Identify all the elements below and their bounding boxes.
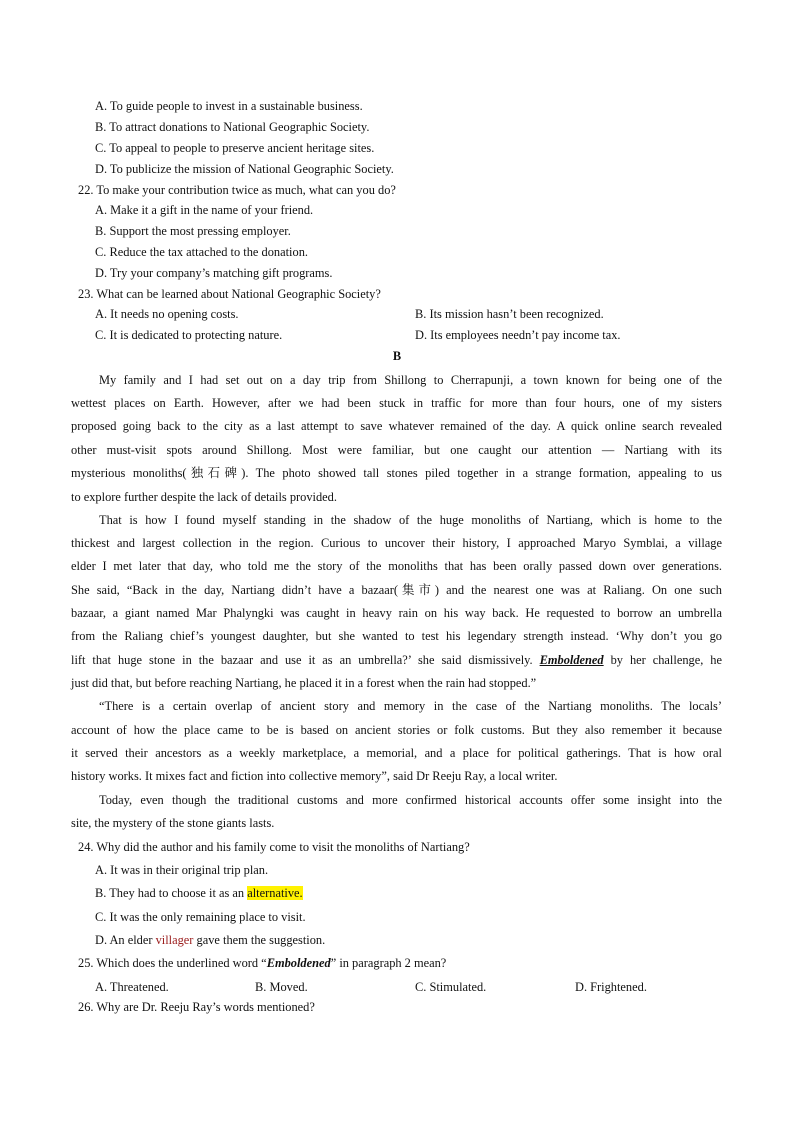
q23-option-c: C. It is dedicated to protecting nature.: [95, 328, 283, 342]
passage-p2-line-3: elder I met later that day, who told me the story of the monoliths that has been orally passed down over generations.: [71, 559, 722, 573]
q24-option-a: A. It was in their original trip plan.: [95, 863, 269, 877]
passage-p3-line-1: “There is a certain overlap of ancient story and memory in the case of the Nartiang monoliths. The locals’: [99, 699, 722, 713]
q25-option-c: C. Stimulated.: [415, 980, 487, 994]
passage-p1-line-4: other must-visit spots around Shillong. Most were familiar, but one caught our attention — Nartiang with its: [71, 443, 722, 457]
q25-stem-word: Emboldened: [266, 956, 331, 970]
passage-p2-line-4: She said, “Back in the day, Nartiang didn’t have a bazaar(集市) and the nearest one was at Raliang. On one such: [71, 583, 722, 597]
passage-p1-line-2: wettest places on Earth. However, after we had been stuck in traffic for more than four hours, one of my sisters: [71, 396, 722, 410]
q23-option-b: B. Its mission hasn’t been recognized.: [415, 307, 604, 321]
q25-stem-before: 25. Which does the underlined word “: [78, 956, 267, 970]
q22-stem: 22. To make your contribution twice as much, what can you do?: [78, 183, 396, 197]
passage-p1-line-3: proposed going back to the city as a last attempt to save whatever remained of the day. A quick online search revealed: [71, 419, 722, 433]
underlined-word-emboldened: Emboldened: [539, 653, 604, 667]
passage-p1-line-1: My family and I had set out on a day trip from Shillong to Cherrapunji, a town known for being one of the: [99, 373, 722, 387]
q22-option-c: C. Reduce the tax attached to the donation.: [95, 245, 308, 259]
passage-p1-line-5: mysterious monoliths(独石碑). The photo showed tall stones piled together in a strange formation, appealing to us: [71, 466, 722, 480]
q25-option-a: A. Threatened.: [95, 980, 169, 994]
section-heading: B: [392, 349, 402, 363]
passage-p3-line-3: it served their ancestors as a weekly marketplace, a memorial, and a place for political gatherings. That is how oral: [71, 746, 722, 760]
passage-p3-line-4: history works. It mixes fact and fiction into collective memory”, said Dr Reeju Ray, a local writer.: [71, 769, 558, 783]
q22-option-b: B. Support the most pressing employer.: [95, 224, 291, 238]
passage-p2-line-7-after: by her challenge, he: [610, 653, 722, 667]
passage-p2-line-7: [71, 652, 722, 668]
q25-stem: [78, 955, 446, 971]
q26-stem: 26. Why are Dr. Reeju Ray’s words mentioned?: [78, 1000, 315, 1014]
q24-option-d: [95, 932, 325, 948]
q22-option-a: A. Make it a gift in the name of your friend.: [95, 203, 314, 217]
q21-option-a: A. To guide people to invest in a sustainable business.: [95, 99, 363, 113]
q21-option-c: C. To appeal to people to preserve ancient heritage sites.: [95, 141, 375, 155]
q24-option-d-before: D. An elder: [95, 933, 153, 947]
passage-p2-line-6: from the Raliang chief’s youngest daughter, but she wanted to test his legendary strength instead. ‘Why don’t you go: [71, 629, 722, 643]
q23-option-d: D. Its employees needn’t pay income tax.: [415, 328, 621, 342]
passage-p2-line-7-before: lift that huge stone in the bazaar and use it as an umbrella?’ she said dismissively.: [71, 653, 533, 667]
q24-stem: 24. Why did the author and his family come to visit the monoliths of Nartiang?: [78, 840, 470, 854]
passage-p1-line-6: to explore further despite the lack of details provided.: [71, 490, 337, 504]
highlighted-word: alternative.: [247, 886, 303, 900]
passage-p3-line-2: account of how the place came to be is based on ancient stories or folk customs. But they also remember it because: [71, 723, 722, 737]
passage-p2-line-5: bazaar, a giant named Mar Phalyngki was caught in heavy rain on his way back. He requested to borrow an umbrella: [71, 606, 722, 620]
q21-option-d: D. To publicize the mission of National Geographic Society.: [95, 162, 394, 176]
q24-option-b: [95, 885, 303, 901]
q21-option-b: B. To attract donations to National Geographic Society.: [95, 120, 370, 134]
q24-option-d-red-word: villager: [155, 933, 194, 947]
q25-option-d: D. Frightened.: [575, 980, 647, 994]
q24-option-c: C. It was the only remaining place to visit.: [95, 910, 306, 924]
q24-option-d-after: gave them the suggestion.: [196, 933, 326, 947]
q25-stem-after: ” in paragraph 2 mean?: [330, 956, 447, 970]
q24-option-b-text: B. They had to choose it as an: [95, 886, 245, 900]
passage-p2-line-8: just did that, but before reaching Nartiang, he placed it in a forest when the rain had stopped.”: [71, 676, 537, 690]
q23-stem: 23. What can be learned about National Geographic Society?: [78, 287, 381, 301]
q23-option-a: A. It needs no opening costs.: [95, 307, 239, 321]
q22-option-d: D. Try your company’s matching gift programs.: [95, 266, 333, 280]
passage-p2-line-2: thickest and largest collection in the region. Curious to uncover their history, I approached Maryo Symblai, a village: [71, 536, 722, 550]
q25-option-b: B. Moved.: [255, 980, 308, 994]
passage-p4-line-1: Today, even though the traditional customs and more confirmed historical accounts offer some insight into the: [99, 793, 722, 807]
passage-p4-line-2: site, the mystery of the stone giants lasts.: [71, 816, 275, 830]
passage-p2-line-1: That is how I found myself standing in the shadow of the huge monoliths of Nartiang, which is home to the: [99, 513, 722, 527]
